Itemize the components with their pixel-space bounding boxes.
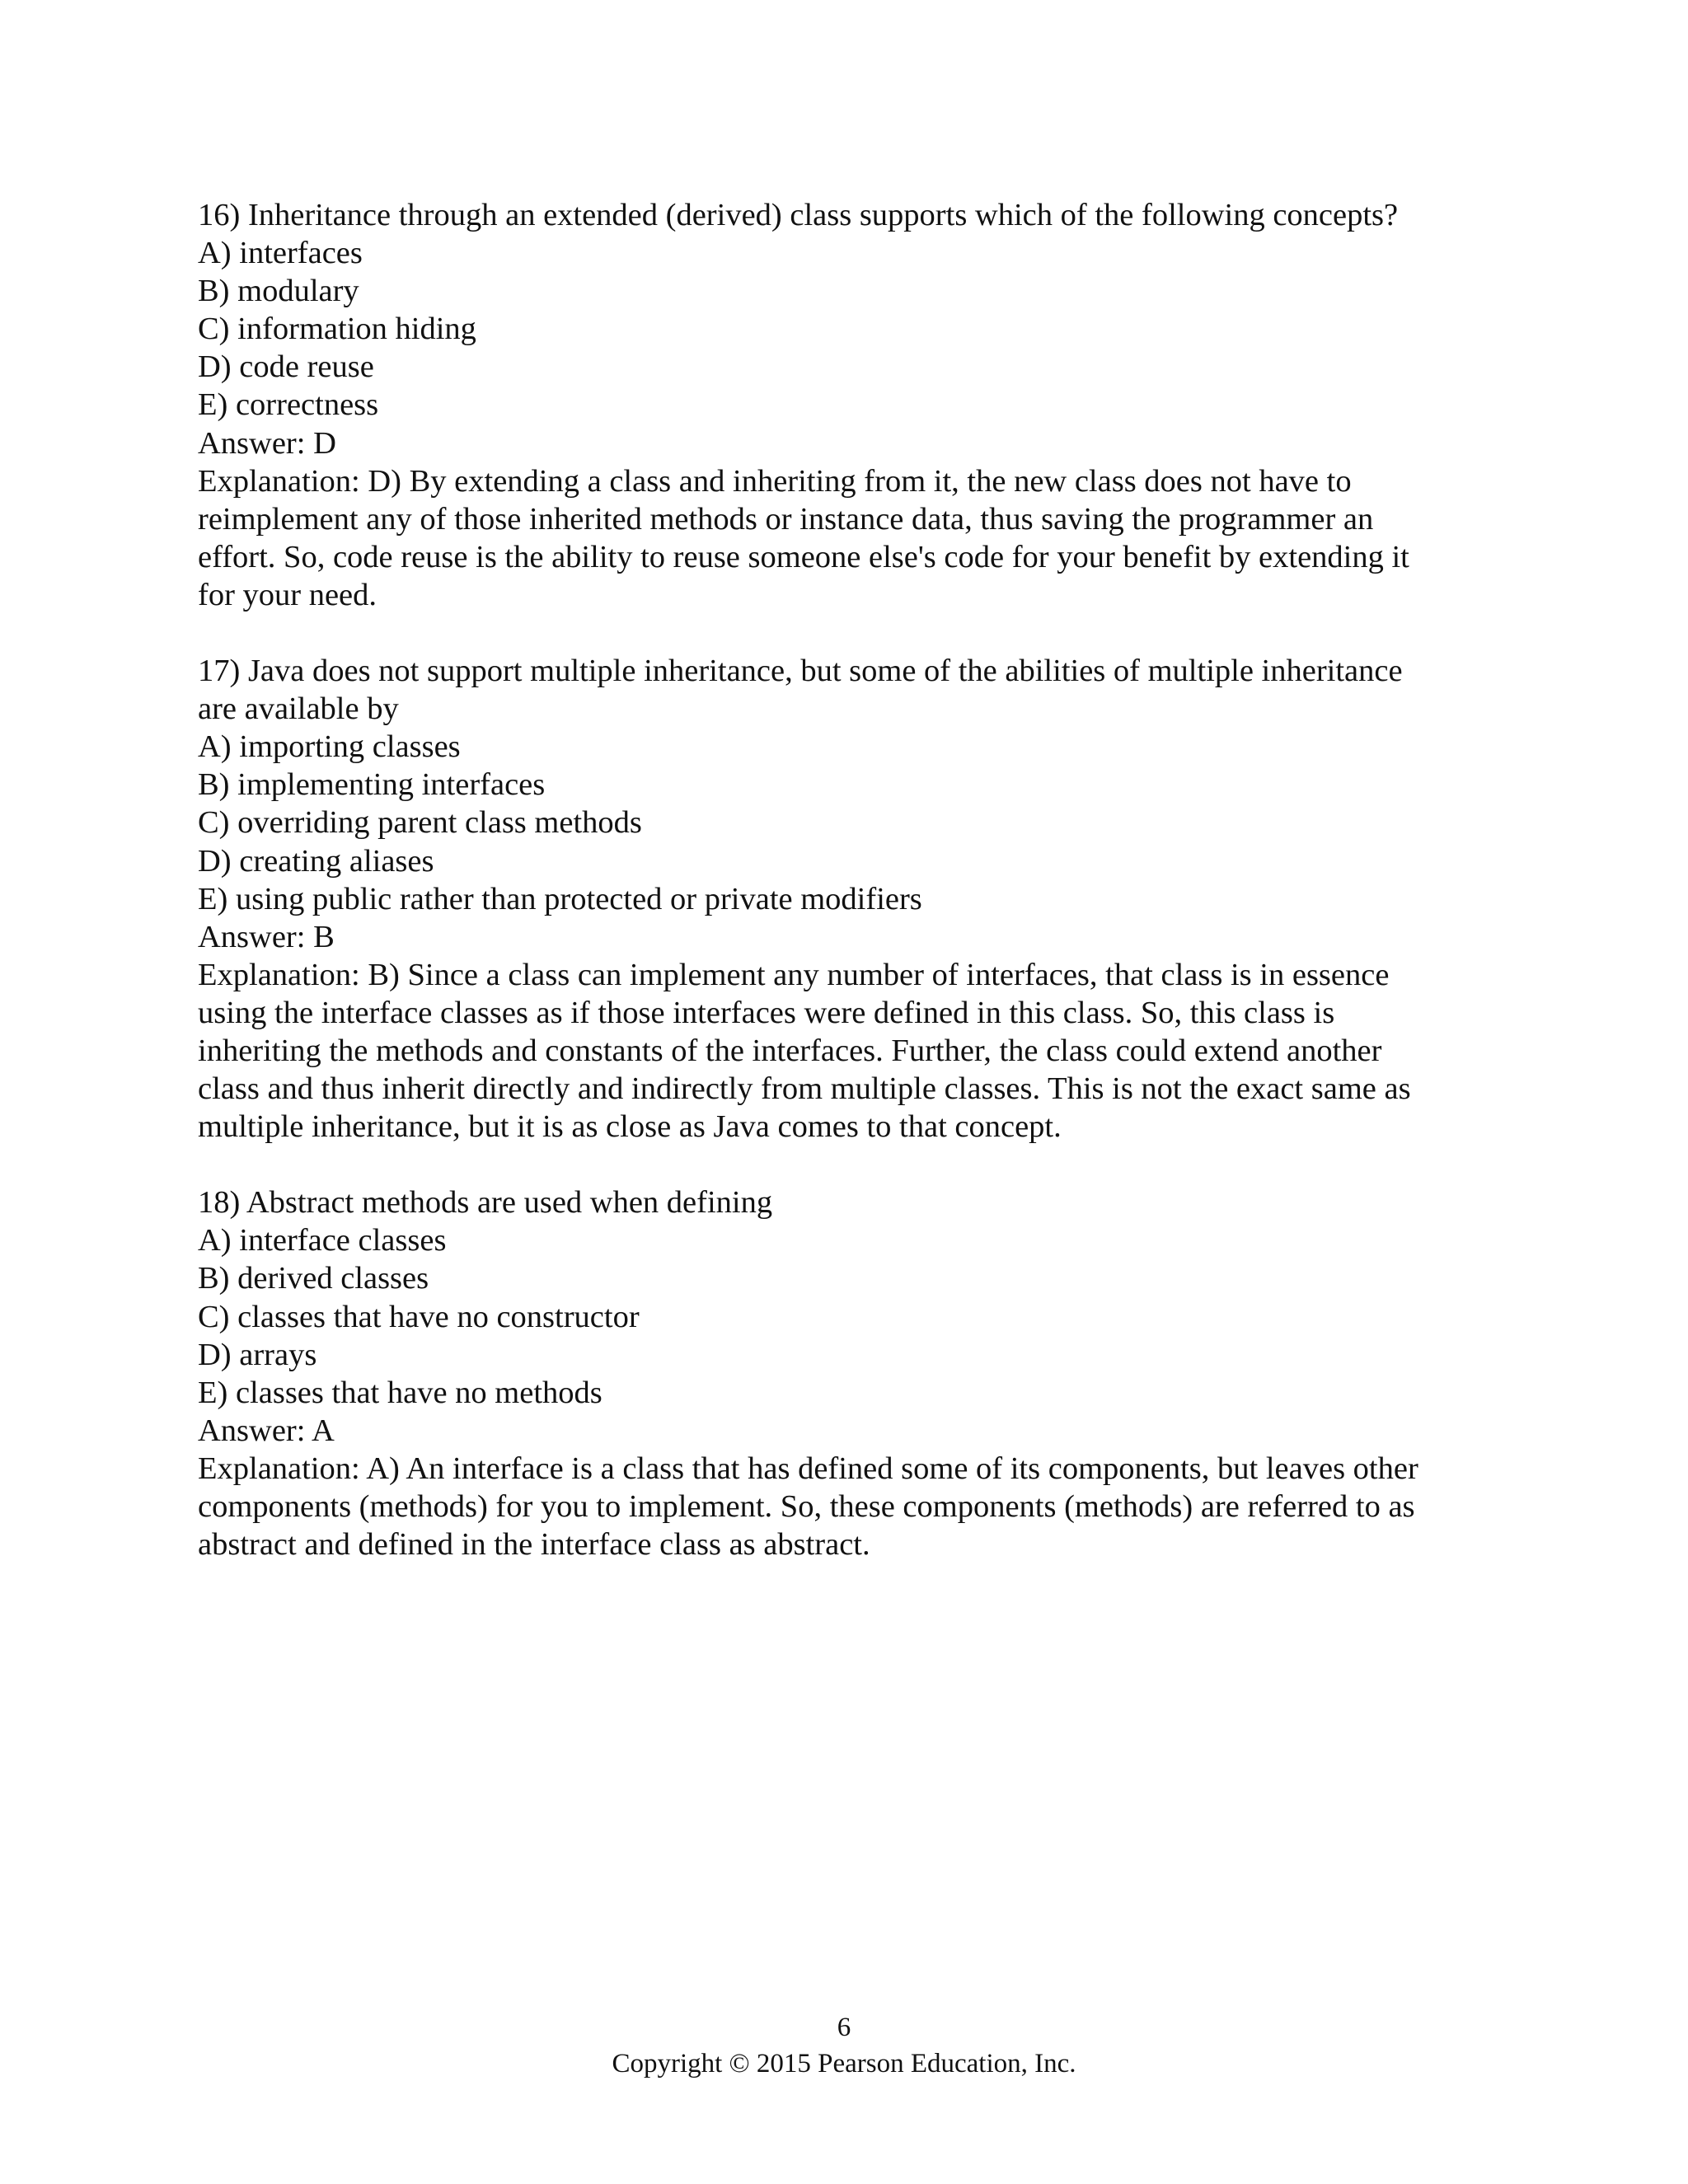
option-d: D) code reuse: [198, 349, 374, 385]
question-17: [198, 652, 1500, 1146]
page-number: 6: [837, 2013, 851, 2042]
option-d: D) arrays: [198, 1337, 317, 1372]
question-stem: are available by: [198, 691, 399, 727]
option-c: C) information hiding: [198, 312, 476, 347]
explanation-line: abstract and defined in the interface class as abstract.: [198, 1527, 870, 1563]
option-c: C) classes that have no constructor: [198, 1299, 640, 1334]
page-body: [198, 196, 1500, 1563]
option-e: E) using public rather than protected or private modifiers: [198, 881, 922, 916]
explanation-line: class and thus inherit directly and indirectly from multiple classes. This is not the exact same as: [198, 1071, 1411, 1107]
explanation-line: Explanation: D) By extending a class and inheriting from it, the new class does not have to: [198, 463, 1352, 499]
option-e: E) classes that have no methods: [198, 1375, 603, 1410]
explanation-line: reimplement any of those inherited methods or instance data, thus saving the programmer an: [198, 501, 1374, 537]
option-a: A) interface classes: [198, 1223, 447, 1258]
explanation-line: for your need.: [198, 577, 377, 612]
explanation-line: inheriting the methods and constants of the interfaces. Further, the class could extend another: [198, 1033, 1382, 1068]
answer: Answer: D: [198, 425, 336, 461]
question-stem: 16) Inheritance through an extended (derived) class supports which of the following concepts?: [198, 198, 1399, 232]
option-a: A) importing classes: [198, 729, 461, 765]
question-16: [198, 196, 1500, 614]
option-e: E) correctness: [198, 387, 379, 423]
option-b: B) modulary: [198, 274, 359, 309]
copyright-notice: Copyright © 2015 Pearson Education, Inc.: [612, 2049, 1076, 2079]
explanation-line: Explanation: A) An interface is a class that has defined some of its components, but leaves other: [198, 1451, 1418, 1486]
explanation-line: effort. So, code reuse is the ability to reuse someone else's code for your benefit by extending it: [198, 539, 1409, 574]
option-d: D) creating aliases: [198, 843, 434, 879]
option-a: A) interfaces: [198, 236, 363, 271]
explanation-line: components (methods) for you to implement. So, these components (methods) are referred to as: [198, 1489, 1415, 1524]
question-stem: 17) Java does not support multiple inheritance, but some of the abilities of multiple inheritance: [198, 654, 1403, 689]
explanation-line: using the interface classes as if those interfaces were defined in this class. So, this class is: [198, 995, 1335, 1030]
answer: Answer: A: [198, 1413, 335, 1448]
explanation-line: multiple inheritance, but it is as close as Java comes to that concept.: [198, 1109, 1062, 1145]
explanation-line: Explanation: B) Since a class can implement any number of interfaces, that class is in essence: [198, 957, 1390, 992]
option-c: C) overriding parent class methods: [198, 805, 642, 841]
question-stem: 18) Abstract methods are used when defining: [198, 1185, 773, 1221]
question-18: [198, 1183, 1500, 1563]
answer: Answer: B: [198, 919, 335, 954]
option-b: B) implementing interfaces: [198, 767, 546, 803]
option-b: B) derived classes: [198, 1261, 429, 1296]
